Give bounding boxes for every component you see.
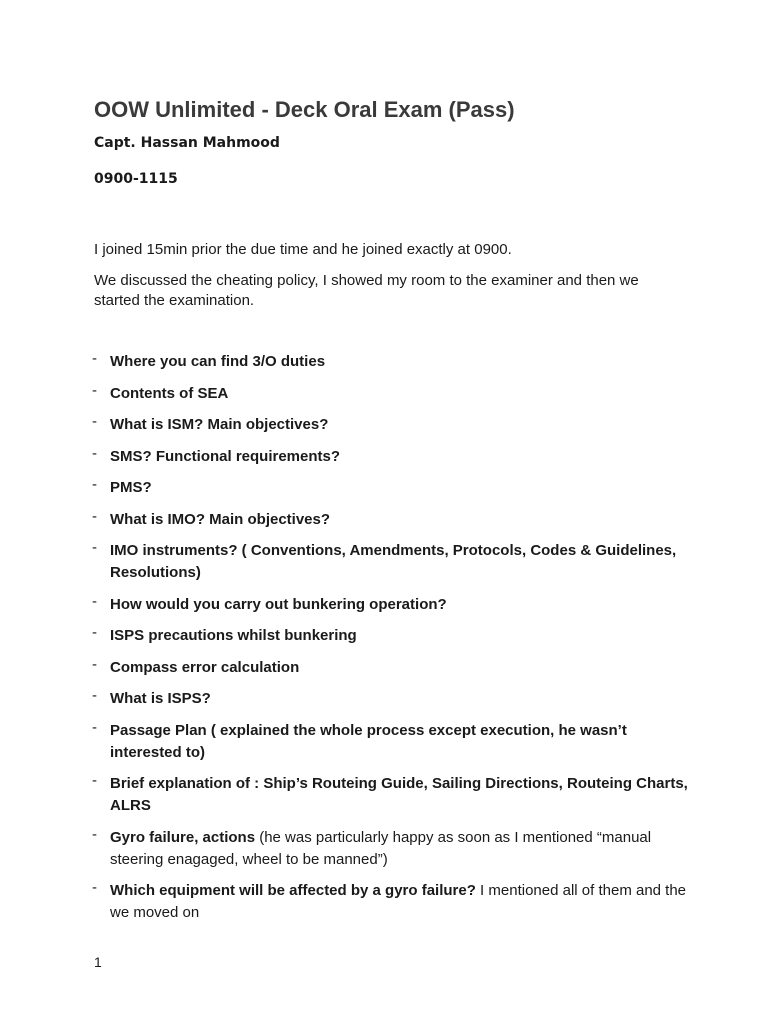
bullet-dash: - [92,624,97,641]
question-text: Brief explanation of : Ship’s Routeing Guide, Sailing Directions, Routeing Charts, ALRS [110,775,688,814]
question-item [94,446,694,468]
intro-paragraph-2: We discussed the cheating policy, I showed my room to the examiner and then we started the examination. [94,272,639,309]
question-item [94,594,694,616]
bullet-dash: - [92,413,97,430]
bullet-dash: - [92,655,97,673]
question-text: Contents of SEA [110,384,229,402]
question-item [94,720,694,764]
bullet-dash: - [92,476,97,493]
question-item [94,880,694,924]
bullet-dash: - [92,507,97,525]
question-item [94,657,694,679]
question-text: SMS? Functional requirements? [110,447,341,465]
exam-time: 0900-1115 [94,171,178,187]
question-text: Compass error calculation [110,658,300,676]
question-item [94,477,694,499]
question-text: Which equipment will be affected by a gyro failure? [110,882,476,899]
question-text: Gyro failure, actions [110,828,256,846]
bullet-dash: - [92,879,97,896]
bullet-dash: - [92,539,97,556]
question-text: PMS? [110,479,152,496]
question-text: What is ISPS? [110,690,211,707]
bullet-dash: - [92,444,97,462]
question-item [94,827,694,871]
question-note: I mentioned all of them and the we moved on [110,882,687,921]
question-item [94,773,694,817]
bullet-dash: - [92,687,97,704]
question-item [94,351,694,373]
bullet-dash: - [92,592,97,610]
question-list [94,351,694,934]
bullet-dash: - [92,718,97,736]
question-item [94,688,694,710]
examiner-name: Capt. Hassan Mahmood [94,135,280,151]
question-item [94,625,694,647]
question-item [94,509,694,531]
question-text: What is ISM? Main objectives? [110,416,329,433]
question-text: IMO instruments? ( Conventions, Amendments, Protocols, Codes & Guidelines, Resolutions) [110,542,677,581]
intro-paragraph-1: I joined 15min prior the due time and he joined exactly at 0900. [94,241,512,258]
document-title: OOW Unlimited - Deck Oral Exam (Pass) [94,97,515,122]
question-item [94,414,694,436]
question-text: What is IMO? Main objectives? [110,510,331,528]
bullet-dash: - [92,825,97,843]
question-item [94,383,694,405]
bullet-dash: - [92,350,97,367]
page-number: 1 [94,954,102,970]
question-note: (he was particularly happy as soon as I mentioned “manual steering enagaged, wheel to be manned”) [110,828,652,868]
question-text: Where you can find 3/O duties [110,353,326,370]
question-text: Passage Plan ( explained the whole process except execution, he wasn’t interested to) [110,721,627,761]
question-item [94,540,694,584]
question-text: How would you carry out bunkering operation? [110,595,447,613]
bullet-dash: - [92,381,97,399]
bullet-dash: - [92,772,97,789]
question-text: ISPS precautions whilst bunkering [110,627,357,644]
